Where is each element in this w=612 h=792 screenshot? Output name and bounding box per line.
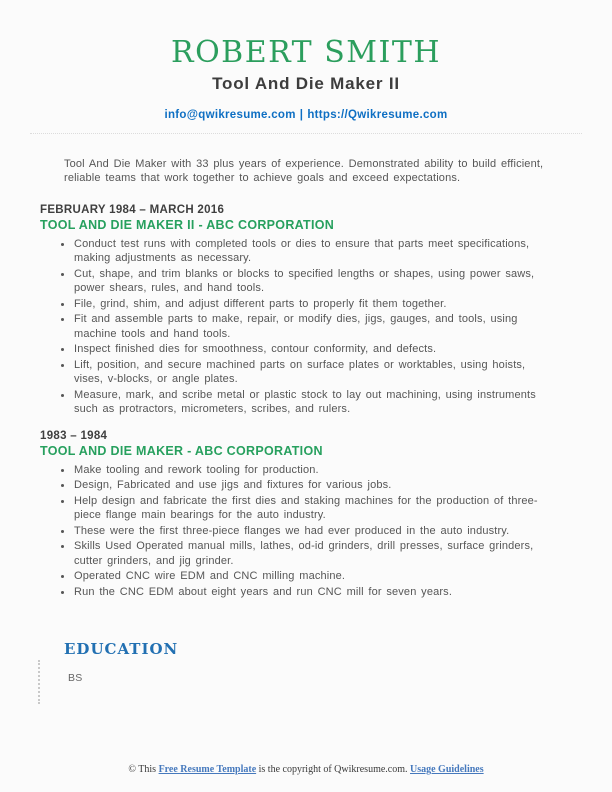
job-title: TOOL AND DIE MAKER II - ABC CORPORATION	[40, 217, 335, 232]
bullet-item: • Run the CNC EDM about eight years and run CNC mill for seven years.	[73, 585, 554, 600]
job-bullet-list	[40, 237, 554, 417]
footer-text-prefix: © This	[128, 764, 159, 775]
job-bullet-list	[40, 463, 554, 600]
job-dates: 1983 – 1984	[40, 429, 108, 442]
usage-guidelines-link[interactable]: Usage Guidelines	[410, 764, 484, 775]
bullet-item: • Help design and fabricate the first dies and staking machines for the production of three-piece flange main bearings for the auto industry.	[73, 494, 554, 523]
footer	[0, 764, 612, 775]
timeline-dotted-line	[38, 660, 40, 704]
bullet-item: • Skills Used Operated manual mills, lathes, od-id grinders, drill presses, surface grinders, cutter grinders, and jig grinder.	[73, 539, 554, 568]
header-divider	[30, 133, 582, 134]
contact-info	[0, 109, 612, 121]
candidate-name: ROBERT SMITH	[170, 35, 442, 70]
experience-section-1	[40, 204, 554, 417]
bullet-item: • Fit and assemble parts to make, repair, or modify dies, jigs, gauges, and tools, using machine tools and hand tools.	[73, 312, 554, 341]
bullet-item: • Make tooling and rework tooling for production.	[73, 463, 554, 478]
job-title: TOOL AND DIE MAKER - ABC CORPORATION	[40, 443, 323, 458]
website-link[interactable]: https://Qwikresume.com	[307, 108, 448, 121]
education-degree: BS	[68, 672, 83, 684]
education-section	[0, 640, 612, 684]
resume-header	[0, 0, 612, 121]
bullet-item: • These were the first three-piece flanges we had ever produced in the auto industry.	[73, 524, 554, 539]
bullet-item: • Cut, shape, and trim blanks or blocks to specified lengths or shapes, using power saws, power shears, rules, and hand tools.	[73, 267, 554, 296]
bullet-item: • Operated CNC wire EDM and CNC milling machine.	[73, 569, 554, 584]
free-resume-template-link[interactable]: Free Resume Template	[158, 764, 257, 775]
contact-separator: |	[299, 108, 304, 121]
job-dates: FEBRUARY 1984 – MARCH 2016	[40, 203, 225, 216]
education-heading: EDUCATION	[64, 640, 179, 658]
candidate-job-title: Tool And Die Maker II	[212, 73, 400, 93]
bullet-item: • Lift, position, and secure machined parts on surface plates or worktables, using hoists, vises, v-blocks, or angle plates.	[73, 358, 554, 387]
footer-text-middle: is the copyright of Qwikresume.com.	[256, 764, 410, 775]
bullet-item: • File, grind, shim, and adjust different parts to properly fit them together.	[73, 297, 554, 312]
bullet-item: • Design, Fabricated and use jigs and fixtures for various jobs.	[73, 478, 554, 493]
bullet-item: • Conduct test runs with completed tools or dies to ensure that parts meet specifications, making adjustments as necessary.	[73, 237, 554, 266]
bullet-item: • Measure, mark, and scribe metal or plastic stock to lay out machining, using instruments such as protractors, micrometers, scribes, and rulers.	[73, 388, 554, 417]
summary-text: Tool And Die Maker with 33 plus years of experience. Demonstrated ability to build efficient, reliable teams that work together to achieve goals and exceed expectations.	[64, 157, 544, 184]
email-link[interactable]: info@qwikresume.com	[164, 108, 296, 121]
experience-section-2	[40, 430, 554, 600]
bullet-item: • Inspect finished dies for smoothness, contour conformity, and defects.	[73, 342, 554, 357]
